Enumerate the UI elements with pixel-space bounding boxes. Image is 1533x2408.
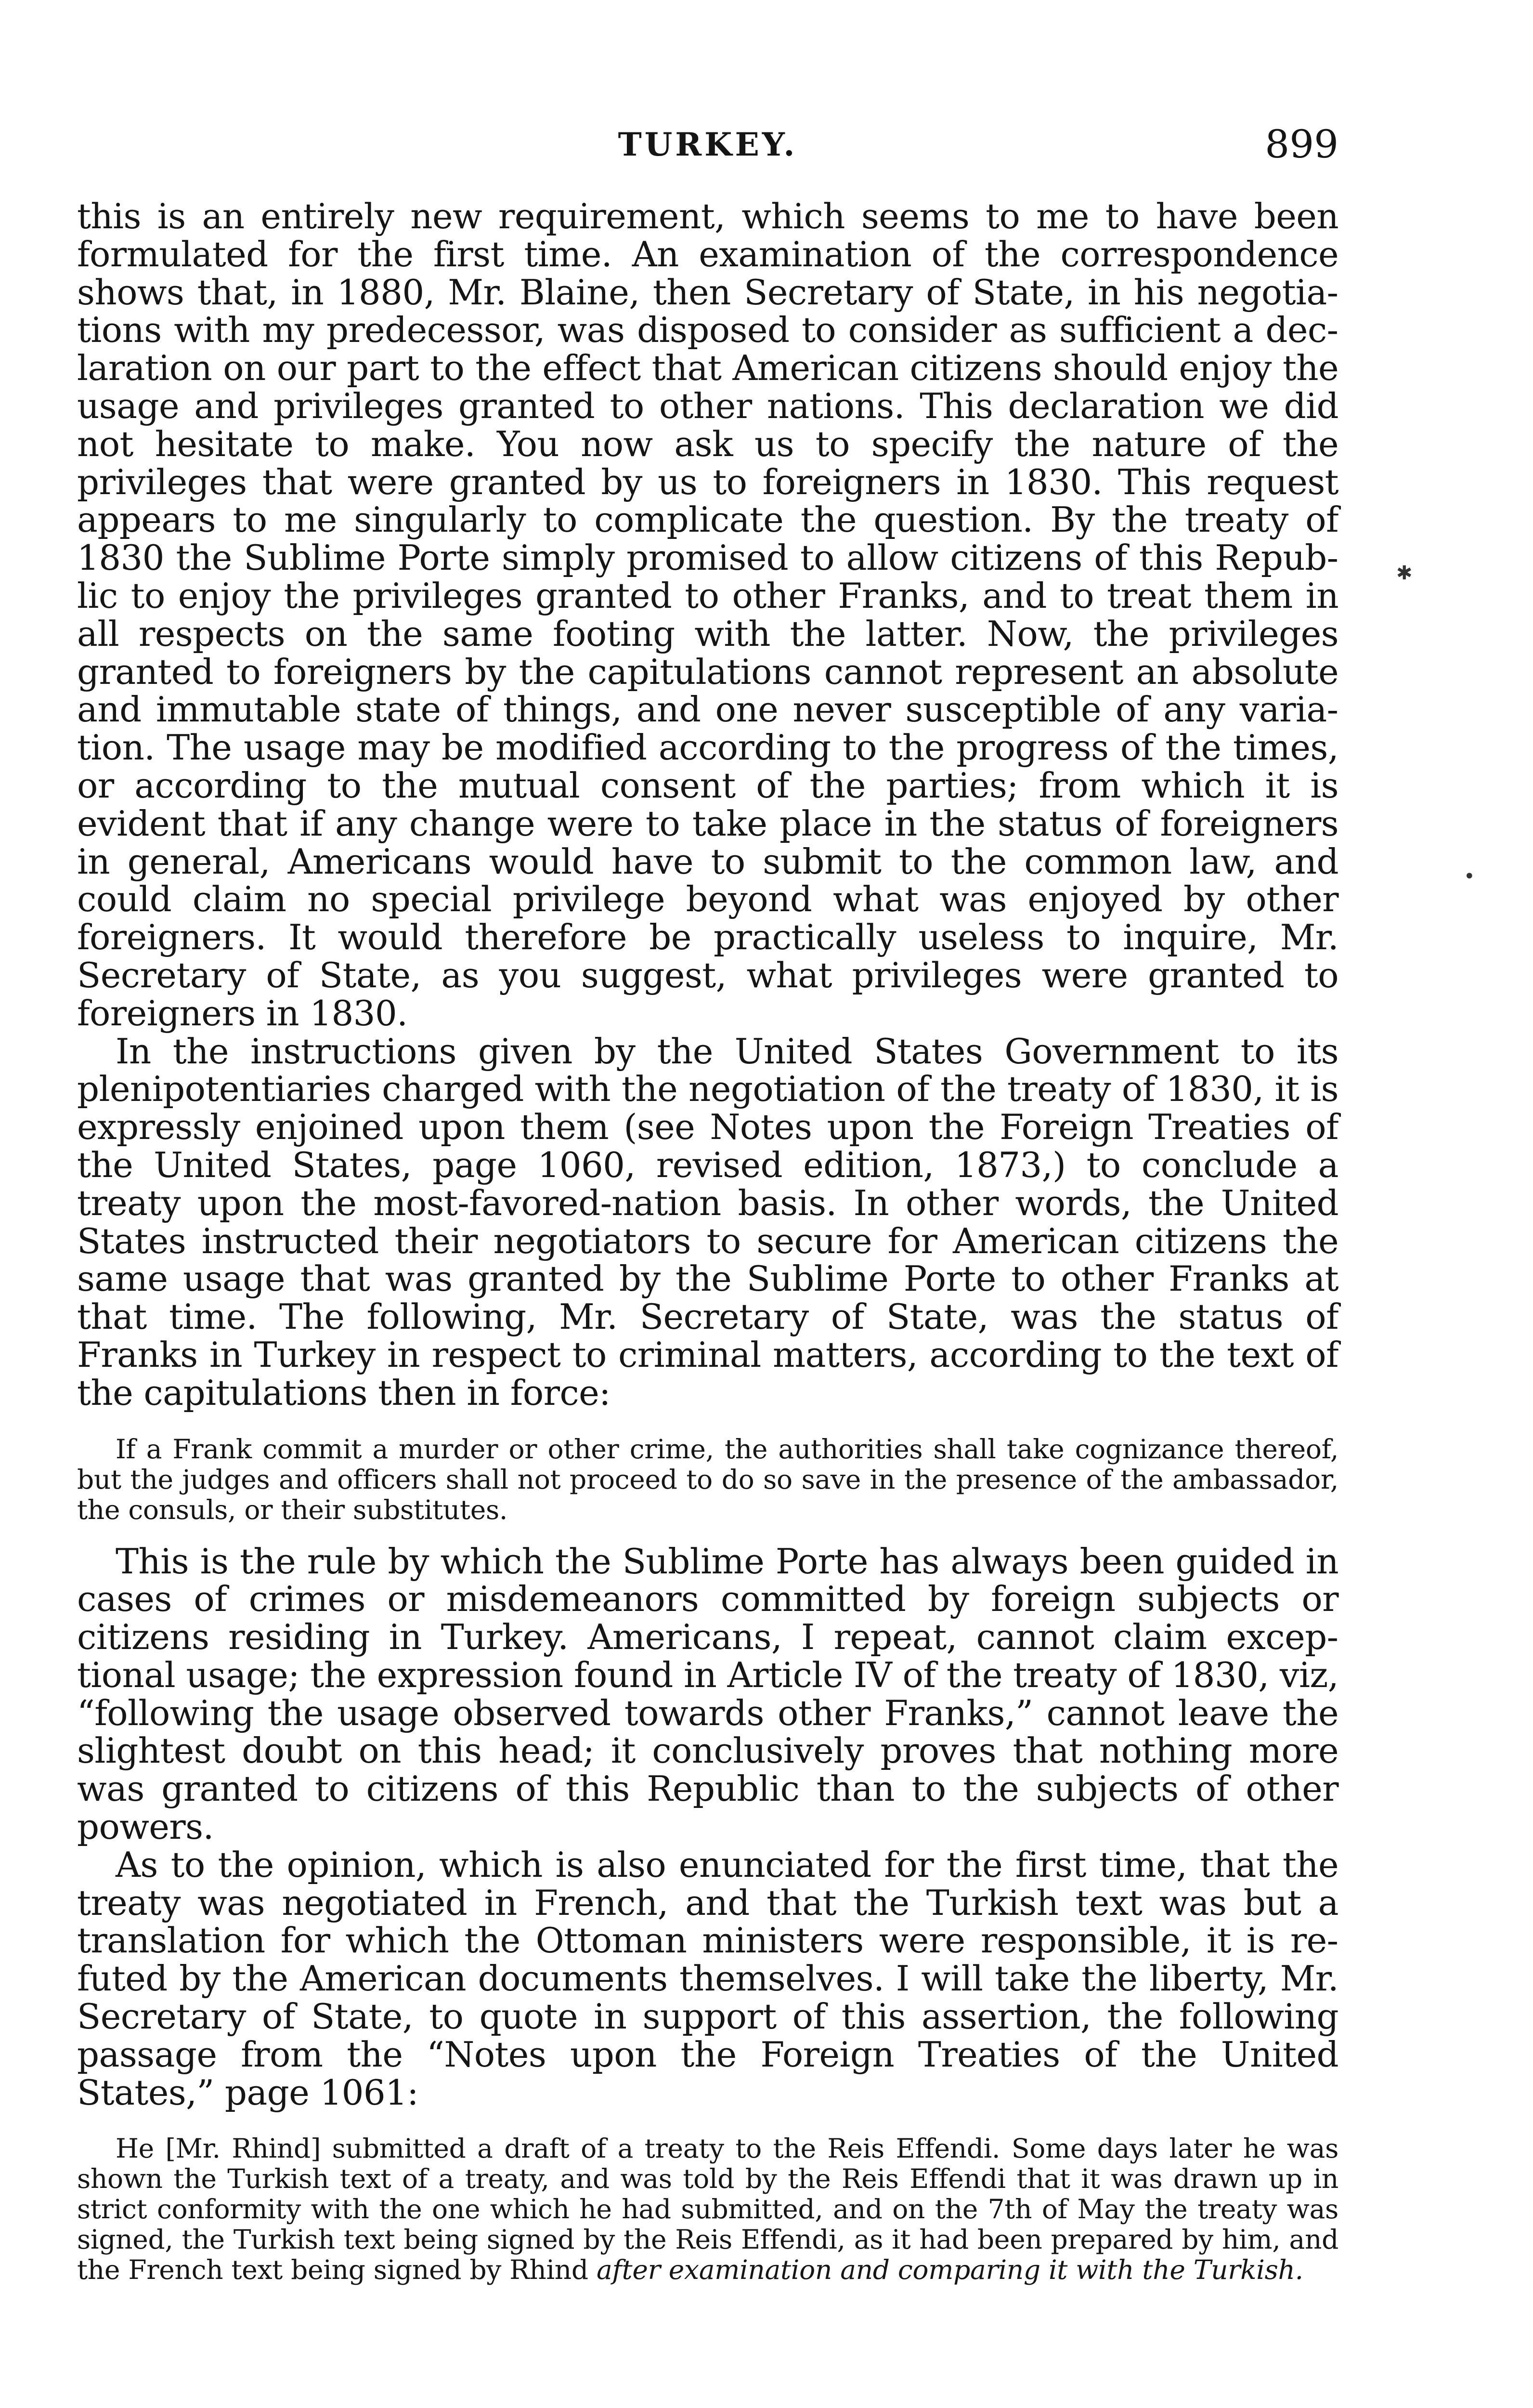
running-head: TURKEY. (618, 126, 798, 163)
block-quote-rhind-italic: after examination and comparing it with the Turkish. (597, 2254, 1303, 2286)
paragraph-continued: this is an entirely new requirement, which seems to me to have been formulated for the first time. An examination of the correspondence shows that, in 1880, Mr. Blaine, then Secretary of State, in his negotiations with my predecessor, was disposed to consider as sufficient a declaration on our part to the effect that American citizens should enjoy the usage and privileges granted to other nations. This declaration we did not hesitate to make. You now ask us to specify the nature of the privileges that were granted by us to foreigners in 1830. This request appears to me singularly to complicate the question. By the treaty of 1830 the Sublime Porte simply promised to allow citizens of this Republic to enjoy the privileges granted to other Franks, and to treat them in all respects on the same footing with the latter. Now, the privileges granted to foreigners by the capitulations cannot represent an absolute and immutable state of things, and one never susceptible of any variation. The usage may be modified according to the progress of the times, or according to the mutual consent of the parties; from which it is evident that if any change were to take place in the status of foreigners in general, Americans would have to submit to the common law, and could claim no special privilege beyond what was enjoyed by other foreigners. It would therefore be practically useless to inquire, Mr. Secretary of State, as you suggest, what privileges were granted to foreigners in 1830. (77, 196, 1338, 1034)
margin-speck: • (1464, 865, 1475, 888)
margin-speck: ✱ (1396, 562, 1413, 584)
block-quote-capitulations: If a Frank commit a murder or other crime, the authorities shall take cognizance thereof, but the judges and officers shall not proceed to do so save in the presence of the ambassador, the consuls, or their substitutes. (77, 1433, 1338, 1525)
page-number: 899 (1265, 122, 1338, 167)
block-quote-rhind (77, 2133, 1338, 2285)
block-quote-rhind-text: He [Mr. Rhind] submitted a draft of a treaty to the Reis Effendi. Some days later he was shown the Turkish text of a treaty, and was told by the Reis Effendi that it was drawn up in strict conformity with the one which he had submitted, and on the 7th of May the treaty was signed, the Turkish text being signed by the Reis Effendi, as it had been prepared by him, and the French text being signed by Rhind (77, 2133, 1338, 2286)
page-header (77, 120, 1338, 169)
paragraph-instructions: In the instructions given by the United States Government to its plenipotentiaries charged with the negotiation of the treaty of 1830, it is expressly enjoined upon them (see Notes upon the Foreign Treaties of the United States, page 1060, revised edition, 1873,) to conclude a treaty upon the most-favored-nation basis. In other words, the United States instructed their negotiators to secure for American citizens the same usage that was granted by the Sublime Porte to other Franks at that time. The following, Mr. Secretary of State, was the status of Franks in Turkey in respect to criminal matters, according to the text of the capitulations then in force: (77, 1031, 1338, 1413)
paragraph-rule: This is the rule by which the Sublime Porte has always been guided in cases of crimes or misdemeanors committed by foreign subjects or citizens residing in Turkey. Americans, I repeat, cannot claim exceptional usage; the expression found in Article IV of the treaty of 1830, viz, “following the usage observed towards other Franks,” cannot leave the slightest doubt on this head; it conclusively proves that nothing more was granted to citizens of this Republic than to the subjects of other powers. (77, 1541, 1338, 1847)
page-body (77, 197, 1338, 2303)
paragraph-opinion: As to the opinion, which is also enunciated for the first time, that the treaty was negotiated in French, and that the Turkish text was but a translation for which the Ottoman ministers were responsible, it is refuted by the American documents themselves. I will take the liberty, Mr. Secretary of State, to quote in support of this assertion, the following passage from the “Notes upon the Foreign Treaties of the United States,” page 1061: (77, 1844, 1338, 2113)
